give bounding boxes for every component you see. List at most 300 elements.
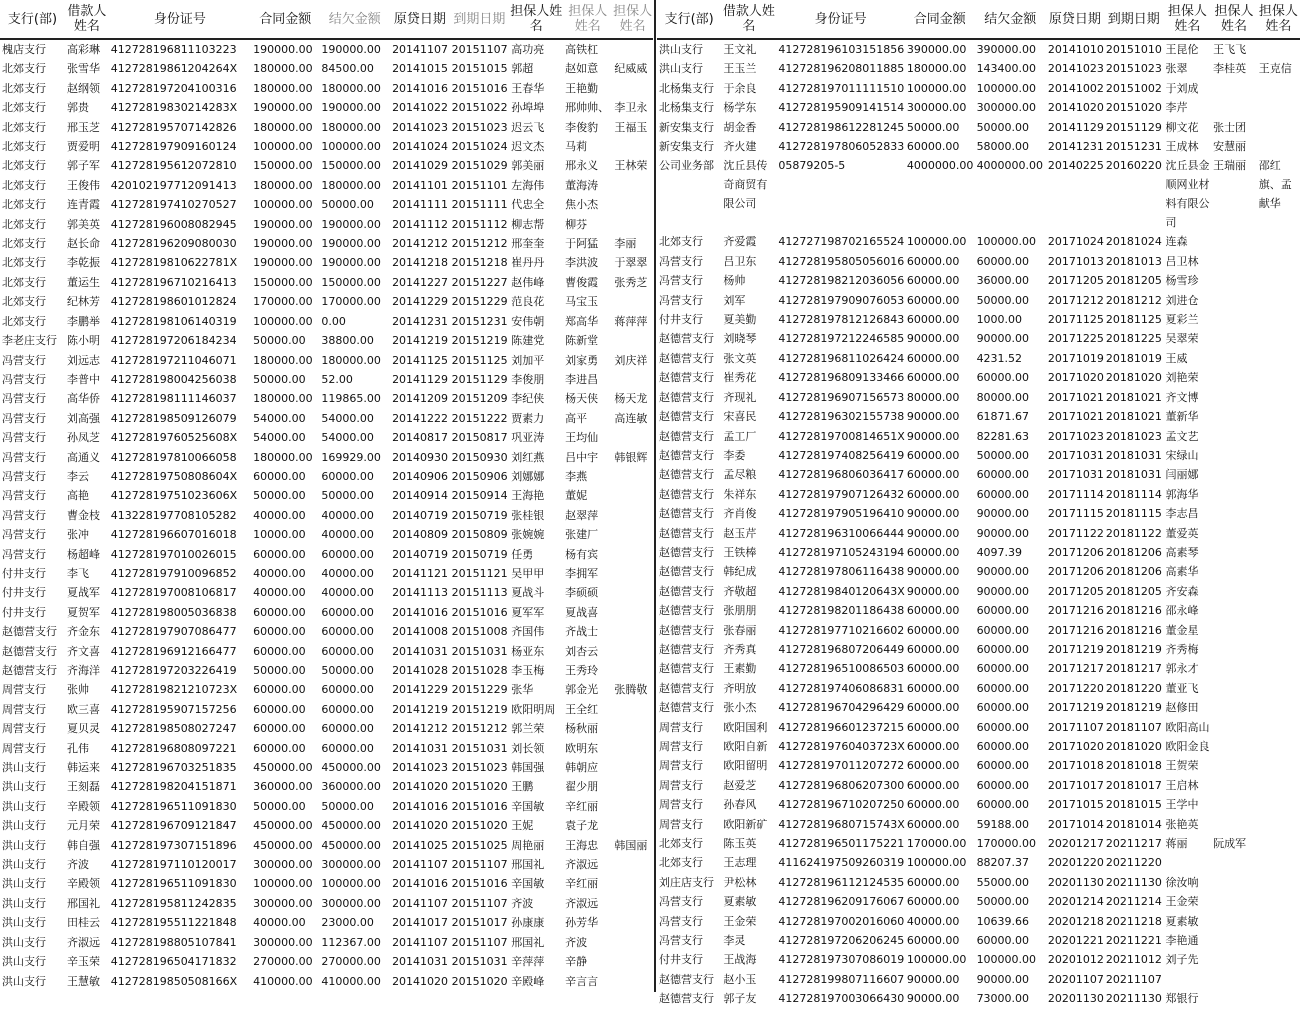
guarantor-2-cell: [1211, 407, 1257, 426]
guarantor-2-cell: 焦小杰: [565, 198, 599, 212]
loan-date-cell: 20171013: [1047, 254, 1104, 268]
balance-cell: 50000.00: [976, 120, 1030, 134]
id-number-cell: 412728197907086477: [110, 625, 237, 639]
guarantor-2-cell: [1211, 795, 1257, 814]
loan-date-cell: 20141229: [392, 683, 449, 697]
branch-cell: 赵德营支行: [659, 701, 714, 715]
guarantor-1-cell: [1164, 970, 1212, 989]
loan-date-cell: 20171018: [1047, 759, 1104, 773]
loan-date-cell: 20171023: [1047, 429, 1104, 443]
loan-date-cell: 20141024: [392, 140, 449, 154]
id-number-cell: 412728198508027247: [110, 722, 237, 736]
id-number-cell: 412728197206184234: [110, 334, 237, 348]
borrower-cell: 王慧敏: [66, 974, 100, 988]
contract-amount-cell: 100000.00: [906, 235, 967, 249]
id-number-cell: 41272819680715743X: [778, 817, 905, 831]
loan-date-cell: 20141008: [392, 625, 449, 639]
borrower-cell: 夏素敏: [723, 895, 757, 909]
contract-amount-cell: 450000.00: [253, 838, 313, 852]
balance-cell: 60000.00: [976, 759, 1030, 773]
contract-amount-cell: 60000.00: [906, 274, 960, 288]
table-header-row: [657, 0, 1300, 39]
guarantor-3-cell: [1257, 718, 1300, 737]
table-row: [657, 621, 1300, 640]
due-date-cell: 20151212: [451, 237, 508, 251]
guarantor-2-cell: [1211, 640, 1257, 659]
guarantor-1-cell: 李芹: [1165, 101, 1188, 115]
guarantor-1-cell: 王金荣: [1165, 895, 1199, 909]
borrower-cell: 尹松林: [723, 875, 757, 889]
balance-cell: 450000.00: [321, 819, 381, 833]
balance-cell: 59188.00: [976, 817, 1030, 831]
guarantor-2-cell: 齐波: [565, 935, 588, 949]
due-date-cell: 20211217: [1105, 837, 1162, 851]
borrower-cell: 赵纲领: [66, 81, 100, 95]
branch-cell: 赵德营支行: [659, 565, 714, 579]
header-guarantor-2: 担保人姓名: [568, 4, 608, 34]
guarantor-1-cell: 邢奎奎: [511, 237, 545, 251]
contract-amount-cell: 80000.00: [906, 390, 960, 404]
contract-amount-cell: 60000.00: [253, 469, 306, 483]
contract-amount-cell: 50000.00: [906, 120, 960, 134]
id-number-cell: 412728196811026424: [778, 351, 905, 365]
balance-cell: 190000.00: [321, 217, 381, 231]
id-number-cell: 41272819750808604X: [110, 469, 238, 483]
guarantor-3-cell: 王林荣: [614, 159, 648, 173]
guarantor-1-cell: 范良花: [511, 295, 545, 309]
table-row: [0, 545, 653, 564]
table-row: [657, 137, 1300, 156]
contract-amount-cell: 60000.00: [906, 701, 960, 715]
guarantor-2-cell: 安慧丽: [1213, 140, 1247, 154]
id-number-cell: 412728196907156573: [778, 390, 905, 404]
guarantor-3-cell: 韩国丽: [614, 838, 648, 852]
header-branch: 支行(部): [7, 11, 58, 27]
table-row: [0, 739, 653, 758]
id-number-cell: 412728198805107841: [110, 935, 237, 949]
guarantor-3-cell: [1257, 252, 1300, 271]
guarantor-2-cell: 马宝玉: [565, 295, 599, 309]
balance-cell: 410000.00: [321, 974, 381, 988]
table-row: [657, 118, 1300, 137]
borrower-cell: 郭贵: [66, 101, 89, 115]
table-row: [657, 737, 1300, 756]
guarantor-1-cell: 贾素力: [511, 411, 545, 425]
guarantor-2-cell: [1211, 232, 1257, 251]
guarantor-2-cell: 高铁杠: [565, 43, 599, 56]
id-number-cell: 413228197708105282: [110, 508, 237, 522]
id-number-cell: 412728196704296429: [778, 701, 905, 715]
guarantor-2-cell: 夏战喜: [565, 605, 599, 619]
id-number-cell: 412728197008106817: [110, 586, 237, 600]
id-number-cell: 412728195811242835: [110, 896, 237, 910]
loan-date-cell: 20140719: [392, 547, 449, 561]
due-date-cell: 20151020: [451, 780, 508, 794]
loan-date-cell: 20141107: [392, 935, 449, 949]
guarantor-2-cell: 刘杏云: [565, 644, 599, 658]
due-date-cell: 20211221: [1105, 934, 1162, 948]
loan-date-cell: 20171020: [1047, 740, 1104, 753]
due-date-cell: 20181020: [1105, 371, 1162, 385]
table-row: [657, 659, 1300, 678]
table-row: [0, 700, 653, 719]
loan-date-cell: 20201012: [1047, 953, 1104, 967]
contract-amount-cell: 60000.00: [906, 468, 960, 482]
borrower-cell: 赵长命: [66, 237, 100, 251]
id-number-cell: 412728196310066444: [778, 526, 905, 540]
borrower-cell: 欧阳国利: [723, 720, 768, 734]
contract-amount-cell: 60000.00: [253, 741, 306, 755]
due-date-cell: 20151219: [451, 334, 508, 348]
guarantor-1-cell: 孟文艺: [1165, 429, 1199, 443]
loan-date-cell: 20140914: [392, 489, 449, 503]
balance-cell: 23000.00: [321, 916, 374, 930]
id-number-cell: 412728196703251835: [110, 761, 237, 775]
borrower-cell: 李灵: [723, 934, 746, 948]
branch-cell: 公司业务部: [659, 159, 714, 173]
balance-cell: 60000.00: [976, 740, 1030, 753]
id-number-cell: 412728197812126843: [778, 313, 905, 327]
contract-amount-cell: 60000.00: [253, 547, 306, 561]
contract-amount-cell: 450000.00: [253, 761, 313, 775]
contract-amount-cell: 90000.00: [906, 565, 960, 579]
table-row: [657, 252, 1300, 271]
guarantor-2-cell: [1211, 427, 1257, 446]
balance-cell: 60000.00: [321, 625, 374, 639]
guarantor-2-cell: 辛静: [565, 955, 588, 969]
guarantor-1-cell: 李俊朋: [511, 372, 545, 386]
branch-cell: 周营支行: [659, 740, 703, 753]
guarantor-1-cell: 柳文花: [1165, 120, 1199, 134]
contract-amount-cell: 50000.00: [253, 799, 306, 813]
guarantor-2-cell: [1211, 718, 1257, 737]
due-date-cell: 20151008: [451, 625, 508, 639]
balance-cell: 50000.00: [976, 448, 1030, 462]
table-row: [0, 39, 653, 59]
borrower-cell: 孔伟: [66, 741, 89, 755]
guarantor-1-cell: 左海伟: [511, 178, 545, 192]
balance-cell: 60000.00: [976, 701, 1030, 715]
contract-amount-cell: 170000.00: [253, 295, 313, 309]
guarantor-2-cell: [1211, 989, 1257, 1008]
borrower-cell: 杨帅: [723, 274, 746, 288]
guarantor-3-cell: 李卫永: [614, 101, 648, 115]
loan-date-cell: 20201130: [1047, 992, 1104, 1006]
borrower-cell: 高华侨: [66, 392, 100, 406]
id-number-cell: 412728196208011885: [778, 62, 905, 76]
guarantor-3-cell: [1257, 679, 1300, 698]
borrower-cell: 张雪华: [66, 62, 100, 76]
guarantor-3-cell: [1257, 446, 1300, 465]
guarantor-3-cell: 纪威威: [614, 62, 648, 76]
due-date-cell: 20150719: [451, 547, 508, 561]
due-date-cell: 20151229: [451, 683, 508, 697]
contract-amount-cell: 60000.00: [906, 448, 960, 462]
branch-cell: 赵德营支行: [659, 507, 714, 521]
contract-amount-cell: 60000.00: [906, 254, 960, 268]
balance-cell: 390000.00: [976, 43, 1037, 56]
guarantor-1-cell: 董金星: [1165, 623, 1199, 637]
table-row: [0, 156, 653, 175]
due-date-cell: 20151028: [451, 664, 508, 677]
loan-date-cell: 20201220: [1047, 856, 1104, 870]
table-row: [657, 853, 1300, 872]
loan-date-cell: 20141020: [392, 974, 449, 988]
table-row: [657, 524, 1300, 543]
loan-date-cell: 20201107: [1047, 972, 1104, 986]
guarantor-1-cell: 齐波: [511, 896, 534, 910]
guarantor-3-cell: [612, 913, 653, 932]
borrower-cell: 夏贺军: [66, 605, 100, 619]
branch-cell: 赵德营支行: [659, 487, 714, 501]
contract-amount-cell: 300000.00: [906, 101, 967, 115]
id-number-cell: 412728196501175221: [778, 837, 905, 851]
loan-date-cell: 20141016: [392, 605, 449, 619]
id-number-cell: 412728197307086019: [778, 953, 905, 967]
contract-amount-cell: 40000.00: [253, 508, 306, 522]
contract-amount-cell: 190000.00: [253, 101, 313, 115]
guarantor-2-cell: [1211, 970, 1257, 989]
guarantor-3-cell: [612, 855, 653, 874]
due-date-cell: 20211130: [1105, 992, 1162, 1006]
table-row: [0, 506, 653, 525]
loan-date-cell: 20141219: [392, 334, 449, 348]
right-table-panel: [657, 0, 1300, 1006]
guarantor-2-cell: 齐战士: [565, 625, 599, 639]
table-row: [657, 98, 1300, 117]
id-number-cell: 412728197203226419: [110, 664, 237, 677]
guarantor-3-cell: [1257, 698, 1300, 717]
contract-amount-cell: 60000.00: [906, 351, 960, 365]
table-row: [657, 465, 1300, 484]
balance-cell: 50000.00: [321, 198, 374, 212]
branch-cell: 赵德营支行: [659, 992, 714, 1006]
borrower-cell: 田桂云: [66, 916, 100, 930]
balance-cell: 60000.00: [321, 702, 374, 716]
guarantor-2-cell: 李拥军: [565, 566, 599, 580]
due-date-cell: 20211218: [1105, 914, 1162, 928]
table-row: [0, 525, 653, 544]
guarantor-2-cell: 李洪波: [565, 256, 599, 270]
branch-cell: 洪山支行: [2, 780, 46, 794]
due-date-cell: 20181020: [1105, 740, 1162, 753]
contract-amount-cell: 60000.00: [906, 623, 960, 637]
id-number-cell: 412728198005036838: [110, 605, 237, 619]
contract-amount-cell: 180000.00: [253, 353, 313, 367]
balance-cell: 4231.52: [976, 351, 1023, 365]
borrower-cell: 韩运来: [66, 761, 100, 775]
guarantor-1-cell: 徐汝响: [1165, 875, 1199, 889]
guarantor-2-cell: 王艳勤: [565, 81, 599, 95]
branch-cell: 周营支行: [2, 741, 46, 755]
guarantor-2-cell: [1211, 504, 1257, 523]
balance-cell: 73000.00: [976, 992, 1030, 1006]
guarantor-1-cell: 辛殿峰: [511, 974, 545, 988]
guarantor-3-cell: [1257, 504, 1300, 523]
guarantor-2-cell: 杨秋丽: [565, 722, 599, 736]
guarantor-3-cell: [1257, 407, 1300, 426]
id-number-cell: 412728196008082945: [110, 217, 237, 231]
borrower-cell: 欧阳新矿: [723, 817, 768, 831]
guarantor-2-cell: [1211, 892, 1257, 911]
guarantor-3-cell: [1257, 795, 1300, 814]
branch-cell: 付井支行: [659, 313, 703, 327]
guarantor-1-cell: 巩亚涛: [511, 431, 545, 445]
table-row: [0, 972, 653, 991]
contract-amount-cell: 150000.00: [253, 159, 313, 173]
balance-cell: 100000.00: [321, 140, 381, 154]
table-row: [0, 389, 653, 408]
contract-amount-cell: 60000.00: [253, 625, 306, 639]
loan-table-right: [657, 0, 1300, 1009]
due-date-cell: 20151121: [451, 566, 508, 580]
guarantor-2-cell: [1211, 388, 1257, 407]
guarantor-2-cell: [1211, 291, 1257, 310]
table-row: [0, 409, 653, 428]
guarantor-3-cell: [612, 525, 653, 544]
loan-date-cell: 20171115: [1047, 507, 1104, 521]
due-date-cell: 20211130: [1105, 875, 1162, 889]
due-date-cell: 20181017: [1105, 778, 1162, 792]
guarantor-1-cell: 王春华: [511, 81, 545, 95]
guarantor-1-cell: 迟文杰: [511, 140, 545, 154]
guarantor-3-cell: [1257, 79, 1300, 98]
guarantor-1-cell: 夏军军: [511, 605, 545, 619]
guarantor-1-cell: 郭海华: [1165, 487, 1199, 501]
guarantor-3-cell: [1257, 853, 1300, 872]
table-row: [657, 756, 1300, 775]
contract-amount-cell: 60000.00: [906, 934, 960, 948]
loan-date-cell: 20141121: [392, 566, 449, 580]
guarantor-1-cell: 王妮: [511, 819, 534, 833]
guarantor-2-cell: 柳芬: [565, 217, 588, 231]
guarantor-1-cell: 柳志帮: [511, 217, 545, 231]
table-row: [657, 931, 1300, 950]
guarantor-1-cell: 赵伟峰: [511, 275, 545, 289]
guarantor-3-cell: 邵红旗、孟献华: [1258, 159, 1292, 211]
id-number-cell: 412728197003066430: [778, 992, 905, 1006]
balance-cell: 40000.00: [321, 586, 374, 600]
loan-date-cell: 20171217: [1047, 662, 1104, 676]
balance-cell: 60000.00: [321, 605, 374, 619]
guarantor-2-cell: 孙芳华: [565, 916, 599, 930]
branch-cell: 赵德营支行: [659, 332, 714, 346]
branch-cell: 冯营支行: [2, 431, 46, 445]
guarantor-1-cell: 韩国强: [511, 761, 545, 775]
contract-amount-cell: 190000.00: [253, 217, 313, 231]
guarantor-3-cell: [1257, 232, 1300, 251]
guarantor-1-cell: 欧阳明周: [511, 702, 556, 716]
table-row: [0, 816, 653, 835]
id-number-cell: 412728197806116438: [778, 565, 905, 579]
borrower-cell: 刘高强: [66, 411, 100, 425]
id-number-cell: 412728196806207300: [778, 778, 905, 792]
contract-amount-cell: 180000.00: [253, 450, 313, 464]
table-row: [657, 368, 1300, 387]
guarantor-2-cell: 王飞飞: [1213, 43, 1247, 56]
guarantor-3-cell: [612, 292, 653, 311]
table-row: [657, 39, 1300, 59]
branch-cell: 北杨集支行: [659, 81, 714, 95]
loan-date-cell: 20171205: [1047, 274, 1104, 288]
balance-cell: 190000.00: [321, 101, 381, 115]
guarantor-1-cell: 欧阳高山: [1165, 720, 1210, 734]
guarantor-2-cell: 赵翠萍: [565, 508, 599, 522]
loan-date-cell: 20171216: [1047, 604, 1104, 618]
branch-cell: 洪山支行: [659, 43, 703, 56]
guarantor-1-cell: 周艳丽: [511, 838, 545, 852]
guarantor-2-cell: 欧明东: [565, 741, 599, 755]
guarantor-2-cell: [1211, 815, 1257, 834]
branch-cell: 冯营支行: [659, 895, 703, 909]
table-row: [657, 873, 1300, 892]
table-row: [0, 79, 653, 98]
borrower-cell: 元月荣: [66, 819, 100, 833]
id-number-cell: 412728196811103223: [110, 43, 237, 56]
due-date-cell: 20151023: [451, 120, 508, 134]
right-table-body: [657, 39, 1300, 1009]
guarantor-1-cell: 郭兰荣: [511, 722, 545, 736]
loan-date-cell: 20141016: [392, 799, 449, 813]
balance-cell: 119865.00: [321, 392, 381, 406]
table-row: [0, 292, 653, 311]
loan-date-cell: 20141020: [392, 780, 449, 794]
branch-cell: 北郊支行: [659, 235, 703, 249]
id-number-cell: 412728198204151871: [110, 780, 237, 794]
loan-date-cell: 20141107: [392, 43, 449, 56]
due-date-cell: 20181220: [1105, 681, 1162, 695]
table-row: [0, 894, 653, 913]
header-guarantor-3: 担保人姓名: [613, 4, 653, 34]
guarantor-3-cell: [1257, 601, 1300, 620]
guarantor-1-cell: 邵永峰: [1165, 604, 1199, 618]
id-number-cell: 412728196511091830: [110, 877, 237, 891]
guarantor-1-cell: 郭美丽: [511, 159, 545, 173]
balance-cell: 1000.00: [976, 313, 1023, 327]
guarantor-3-cell: [612, 972, 653, 991]
id-number-cell: 412728198111146037: [110, 392, 237, 406]
branch-cell: 洪山支行: [2, 761, 46, 775]
balance-cell: 40000.00: [321, 528, 374, 542]
borrower-cell: 齐秀真: [723, 642, 757, 656]
guarantor-1-cell: 张翠: [1165, 62, 1188, 76]
borrower-cell: 胡金香: [723, 120, 757, 134]
id-number-cell: 412728197212246585: [778, 332, 905, 346]
borrower-cell: 吕卫东: [723, 254, 757, 268]
guarantor-2-cell: 曹俊霞: [565, 275, 599, 289]
due-date-cell: 20181019: [1105, 351, 1162, 365]
balance-cell: 50000.00: [321, 799, 374, 813]
guarantor-3-cell: [1257, 989, 1300, 1008]
guarantor-2-cell: 杨天侠: [565, 392, 599, 406]
loan-date-cell: 20141209: [392, 392, 449, 406]
balance-cell: 60000.00: [976, 468, 1030, 482]
guarantor-3-cell: [1257, 329, 1300, 348]
table-row: [657, 59, 1300, 78]
branch-cell: 付井支行: [659, 953, 703, 967]
guarantor-3-cell: [612, 195, 653, 214]
due-date-cell: 20151002: [1105, 81, 1162, 95]
loan-date-cell: 20141231: [392, 314, 449, 328]
table-row: [0, 874, 653, 893]
contract-amount-cell: 40000.00: [906, 914, 960, 928]
id-number-cell: 412728197406086831: [778, 681, 905, 695]
id-number-cell: 412728197011111510: [778, 81, 905, 95]
branch-cell: 冯营支行: [2, 547, 46, 561]
header-borrower: 借款人姓名: [67, 4, 107, 34]
borrower-cell: 夏战军: [66, 586, 100, 600]
loan-date-cell: 20201217: [1047, 837, 1104, 851]
